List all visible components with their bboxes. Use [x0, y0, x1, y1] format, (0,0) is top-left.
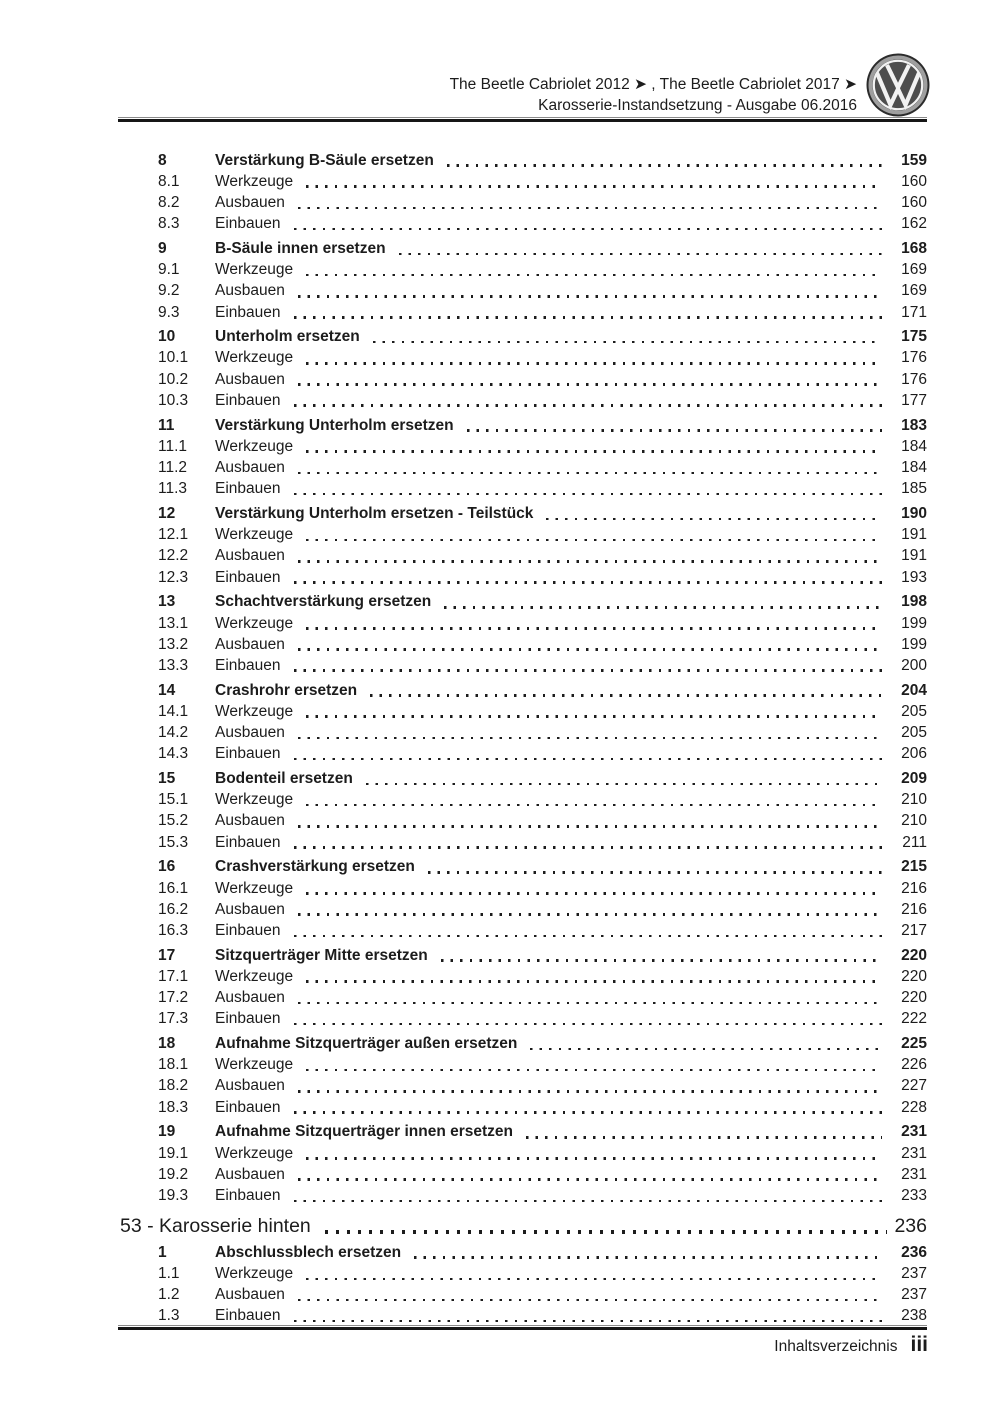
toc-entry-page: 199	[901, 635, 927, 653]
toc-entry-title: Ausbauen	[215, 370, 285, 388]
dot-leader	[306, 1069, 882, 1072]
dot-leader	[298, 1299, 882, 1302]
toc-entry-page: 210	[901, 812, 927, 830]
toc-entry-title: Werkzeuge	[215, 526, 294, 544]
toc-entry-page: 185	[901, 480, 927, 498]
header-rule	[118, 117, 927, 122]
toc-entry-page: 169	[901, 261, 927, 279]
dot-leader	[294, 581, 882, 584]
toc-entry-number: 8.3	[158, 215, 180, 233]
toc-entry-page: 209	[901, 770, 927, 787]
toc-entry-number: 11.3	[158, 480, 188, 498]
toc-entry-title: Unterholm ersetzen	[215, 328, 360, 346]
toc-entry-page: 191	[901, 547, 927, 565]
toc-entry-title: Werkzeuge	[215, 967, 294, 985]
dot-leader	[294, 316, 882, 319]
toc-entry-title: Aufnahme Sitzquerträger außen ersetzen	[215, 1035, 518, 1053]
toc-entry	[118, 524, 927, 545]
toc-entry	[118, 415, 927, 436]
toc-entry	[118, 1242, 927, 1263]
toc-entry	[118, 1121, 927, 1142]
toc-entry-title: Ausbauen	[215, 193, 285, 211]
toc-entry-page: 184	[901, 459, 927, 476]
toc-entry-title: Einbauen	[215, 1186, 281, 1204]
dot-leader	[306, 185, 882, 188]
dot-leader	[447, 164, 882, 167]
toc-entry-number: 11.2	[158, 459, 188, 476]
dot-leader	[306, 1157, 882, 1160]
toc-entry	[118, 280, 927, 301]
toc-entry-number: 18	[158, 1035, 176, 1053]
dot-leader	[298, 1090, 882, 1093]
toc-entry	[118, 680, 927, 701]
toc-entry-title: Sitzquerträger Mitte ersetzen	[215, 946, 428, 964]
toc-entry-title: Ausbauen	[215, 1077, 285, 1095]
toc-entry-title: Werkzeuge	[215, 261, 294, 279]
toc-entry-page: 168	[901, 239, 927, 257]
toc-entry-title: Werkzeuge	[215, 1056, 294, 1074]
toc-entry-page: 220	[901, 989, 927, 1007]
toc-entry-number: 1.3	[158, 1307, 180, 1325]
toc-entry-title: Werkzeuge	[215, 702, 294, 720]
dot-leader	[306, 1278, 882, 1281]
toc-entry-number: 14.3	[158, 745, 189, 763]
toc-entry-page: 193	[901, 568, 927, 586]
toc-entry-page: 200	[901, 656, 927, 674]
toc-entry-page: 171	[901, 303, 927, 321]
dot-leader	[298, 383, 882, 386]
toc-entry-number: 17.3	[158, 1010, 189, 1028]
dot-leader	[298, 913, 882, 916]
toc-entry	[118, 545, 927, 566]
toc-entry-page: 184	[901, 437, 927, 455]
toc-entry-title: Schachtverstärkung ersetzen	[215, 593, 432, 611]
toc-entry-number: 8	[158, 151, 167, 169]
toc-entry-title: Werkzeuge	[215, 437, 294, 455]
toc-entry-number: 1.1	[158, 1264, 180, 1282]
footer-rule	[118, 1325, 927, 1330]
toc-entry-title: B-Säule innen ersetzen	[215, 239, 386, 257]
toc-entry-title: Einbauen	[215, 833, 281, 851]
toc-entry-number: 10.1	[158, 349, 189, 367]
toc-entry-page: 216	[901, 879, 927, 897]
toc-entry-number: 14	[158, 681, 176, 699]
toc-entry-title: Ausbauen	[215, 547, 285, 565]
toc-entry-page: 225	[901, 1035, 927, 1053]
toc-entry	[118, 1054, 927, 1075]
toc-entry-page: 205	[901, 702, 927, 720]
toc-entry	[118, 150, 927, 171]
toc-entry-page: 205	[901, 724, 927, 742]
toc-entry	[118, 1284, 927, 1305]
toc-entry-title: Verstärkung Unterholm ersetzen - Teilstück	[215, 504, 534, 522]
toc-entry-number: 11.1	[158, 437, 188, 455]
toc-entry-title: Einbauen	[215, 1098, 281, 1116]
toc-entry	[118, 878, 927, 899]
toc-entry	[118, 436, 927, 457]
toc-entry-number: 13	[158, 593, 176, 611]
toc-entry-number: 8.1	[158, 172, 180, 190]
toc-entry-title: Aufnahme Sitzquerträger innen ersetzen	[215, 1123, 514, 1141]
toc-entry-page: 176	[901, 370, 927, 388]
toc-entry-page: 231	[901, 1123, 927, 1141]
page-footer	[774, 1333, 928, 1357]
toc-entry-title: Bodenteil ersetzen	[215, 770, 353, 787]
header-manual-line: Karosserie-Instandsetzung - Ausgabe 06.2016	[538, 97, 857, 114]
toc-entry-page: 237	[901, 1286, 927, 1304]
dot-leader	[441, 959, 882, 962]
toc-entry	[118, 655, 927, 676]
toc-entry-number: 18.1	[158, 1056, 189, 1074]
toc-entry-number: 19.3	[158, 1186, 189, 1204]
toc-entry	[118, 966, 927, 987]
toc-entry-page: 199	[901, 614, 927, 632]
toc-entry-number: 13.3	[158, 656, 189, 674]
toc-entry	[118, 1305, 927, 1326]
toc-entry-page: 220	[901, 967, 927, 985]
toc-entry	[118, 1143, 927, 1164]
toc-entry	[118, 302, 927, 323]
toc-entry-title: Crashverstärkung ersetzen	[215, 858, 415, 876]
toc-entry-page: 217	[901, 921, 927, 939]
toc-entry-page: 162	[901, 215, 927, 233]
toc-entry-title: Werkzeuge	[215, 879, 294, 897]
toc-entry-number: 8.2	[158, 193, 180, 211]
toc-entry-number: 15.1	[158, 791, 189, 809]
toc-entry-page: 191	[901, 526, 927, 544]
toc-entry	[118, 722, 927, 743]
toc-entry-number: 18.3	[158, 1098, 189, 1116]
dot-leader	[467, 429, 882, 432]
toc-entry-page: 160	[901, 193, 927, 211]
toc-entry-title: Einbauen	[215, 391, 281, 409]
dot-leader	[294, 228, 882, 231]
toc-entry-page: 231	[901, 1144, 927, 1162]
toc-entry-title: Werkzeuge	[215, 614, 294, 632]
toc-entry-number: 19	[158, 1123, 176, 1141]
toc-entry-number: 1.2	[158, 1286, 180, 1304]
dot-leader	[298, 560, 882, 563]
toc-entry	[118, 591, 927, 612]
toc-entry-number: 17	[158, 946, 176, 964]
dot-leader	[298, 1178, 882, 1181]
dot-leader	[298, 295, 882, 298]
toc-entry-number: 16.1	[158, 879, 189, 897]
toc-entry-page: 226	[901, 1056, 927, 1074]
toc-entry-page: 183	[901, 416, 927, 434]
toc-entry-page: 228	[901, 1098, 927, 1116]
toc-entry	[118, 743, 927, 764]
dot-leader	[444, 606, 882, 609]
dot-leader	[294, 669, 882, 672]
footer-page-number: iii	[910, 1333, 928, 1356]
toc-entry	[118, 1097, 927, 1118]
toc-entry	[118, 789, 927, 810]
dot-leader	[306, 980, 882, 983]
toc-entry	[118, 390, 927, 411]
dot-leader	[294, 404, 882, 407]
toc-entry	[118, 832, 927, 853]
toc-entry	[118, 987, 927, 1008]
toc-entry	[118, 1263, 927, 1284]
toc-entry-title: Einbauen	[215, 568, 281, 586]
toc-entry-number: 12.2	[158, 547, 189, 565]
dot-leader	[306, 804, 882, 807]
toc-entry-page: 238	[901, 1307, 927, 1325]
toc-entry	[118, 369, 927, 390]
toc-entry-number: 9.2	[158, 282, 180, 300]
toc-entry-number: 19.1	[158, 1144, 189, 1162]
header-model-line: The Beetle Cabriolet 2012 ➤ , The Beetle Cabriolet 2017 ➤	[449, 76, 857, 93]
dot-leader	[370, 694, 882, 697]
toc-entry-title: Ausbauen	[215, 459, 285, 476]
toc-entry	[118, 326, 927, 347]
footer-label: Inhaltsverzeichnis	[774, 1338, 898, 1355]
toc-entry	[118, 1185, 927, 1206]
toc-entry-number: 1	[158, 1243, 167, 1261]
toc-entry-title: Ausbauen	[215, 1286, 285, 1304]
dot-leader	[306, 274, 882, 277]
toc-list	[118, 146, 927, 1326]
toc-entry-title: Ausbauen	[215, 989, 285, 1007]
dot-leader	[294, 1320, 882, 1323]
toc-entry-page: 220	[901, 946, 927, 964]
toc-entry-title: Verstärkung Unterholm ersetzen	[215, 416, 454, 434]
dot-leader	[294, 493, 882, 496]
dot-leader	[530, 1048, 882, 1051]
toc-entry-number: 17.1	[158, 967, 189, 985]
toc-entry-page: 222	[901, 1010, 927, 1028]
toc-entry-title: Einbauen	[215, 303, 281, 321]
toc-entry	[118, 634, 927, 655]
toc-entry-page: 176	[901, 349, 927, 367]
toc-entry-number: 17.2	[158, 989, 189, 1007]
toc-entry-title: Einbauen	[215, 921, 281, 939]
toc-entry-number: 18.2	[158, 1077, 189, 1095]
toc-entry-number: 14.1	[158, 702, 189, 720]
toc-entry-page: 233	[901, 1186, 927, 1204]
dot-leader	[526, 1136, 882, 1139]
dot-leader	[428, 871, 882, 874]
dot-leader	[306, 362, 882, 365]
toc-entry	[118, 613, 927, 634]
toc-entry-title: Ausbauen	[215, 282, 285, 300]
dot-leader	[399, 253, 882, 256]
toc-entry-number: 12.1	[158, 526, 189, 544]
toc-entry-page: 227	[901, 1077, 927, 1095]
toc-entry	[118, 347, 927, 368]
toc-entry-page: 215	[901, 858, 927, 876]
toc-entry-number: 10.3	[158, 391, 189, 409]
toc-entry-title: Verstärkung B-Säule ersetzen	[215, 151, 434, 169]
toc-entry-page: 216	[901, 900, 927, 918]
toc-entry	[118, 701, 927, 722]
toc-entry-title: Einbauen	[215, 1010, 281, 1028]
toc-entry-title: Einbauen	[215, 745, 281, 763]
dot-leader	[294, 1023, 882, 1026]
toc-entry	[118, 920, 927, 941]
toc-entry-title: Werkzeuge	[215, 172, 294, 190]
toc-entry	[118, 856, 927, 877]
toc-entry-title: Crashrohr ersetzen	[215, 681, 358, 699]
toc-entry-page: 177	[901, 391, 927, 409]
dot-leader	[366, 783, 882, 786]
toc-entry-page: 159	[901, 151, 927, 169]
toc-entry-title: Ausbauen	[215, 1165, 285, 1183]
toc-entry-title: Einbauen	[215, 480, 281, 498]
toc-entry-title: Werkzeuge	[215, 1144, 294, 1162]
toc-entry	[118, 567, 927, 588]
toc-entry-page: 160	[901, 172, 927, 190]
toc-entry-number: 14.2	[158, 724, 189, 742]
toc-entry-page: 237	[901, 1264, 927, 1282]
toc-entry-number: 9.1	[158, 261, 180, 279]
dot-leader	[373, 341, 882, 344]
toc-entry-number: 9.3	[158, 303, 180, 321]
dot-leader	[294, 935, 882, 938]
dot-leader	[306, 627, 882, 630]
toc-entry-page: 190	[901, 504, 927, 522]
toc-entry-title: Ausbauen	[215, 635, 285, 653]
toc-entry-title: Ausbauen	[215, 812, 285, 830]
toc-entry	[118, 238, 927, 259]
dot-leader	[306, 450, 882, 453]
dot-leader	[298, 648, 882, 651]
toc-entry-number: 11	[158, 416, 175, 434]
toc-entry	[118, 192, 927, 213]
toc-entry	[118, 1075, 927, 1096]
toc-entry-title: Einbauen	[215, 215, 281, 233]
toc-entry-title: Abschlussblech ersetzen	[215, 1243, 402, 1261]
dot-leader	[306, 539, 882, 542]
dot-leader	[325, 1230, 887, 1233]
dot-leader	[306, 715, 882, 718]
toc-entry-number: 13.1	[158, 614, 189, 632]
toc-entry-title: Einbauen	[215, 1307, 281, 1325]
toc-entry-page: 211	[902, 833, 927, 851]
dot-leader	[294, 1200, 882, 1203]
toc-entry	[118, 1164, 927, 1185]
toc-entry	[118, 899, 927, 920]
toc-entry-title: Werkzeuge	[215, 349, 294, 367]
toc-entry-number: 9	[158, 239, 167, 257]
dot-leader	[294, 1111, 882, 1114]
toc-entry-page: 198	[901, 593, 927, 611]
toc-entry	[118, 171, 927, 192]
toc-entry-title: Einbauen	[215, 656, 281, 674]
toc-entry-number: 15.3	[158, 833, 189, 851]
toc-entry-number: 15.2	[158, 812, 189, 830]
dot-leader	[294, 846, 882, 849]
toc-entry-number: 13.2	[158, 635, 189, 653]
toc-entry-title: Werkzeuge	[215, 1264, 294, 1282]
toc-entry-title: Ausbauen	[215, 724, 285, 742]
toc-entry-number: 12	[158, 504, 176, 522]
page-header	[450, 74, 857, 116]
dot-leader	[306, 892, 882, 895]
toc-entry-number: 19.2	[158, 1165, 189, 1183]
toc-entry-number: 10	[158, 328, 176, 346]
dot-leader	[546, 518, 882, 521]
toc-entry-page: 206	[901, 745, 927, 763]
toc-entry-page: 204	[901, 681, 927, 699]
toc-entry-page: 231	[901, 1165, 927, 1183]
toc-entry-title: Ausbauen	[215, 900, 285, 918]
dot-leader	[414, 1256, 882, 1259]
toc-entry	[118, 478, 927, 499]
toc-entry-number: 16.3	[158, 921, 189, 939]
toc-entry-page: 236	[901, 1243, 927, 1261]
toc-entry-number: 16	[158, 858, 176, 876]
dot-leader	[298, 207, 882, 210]
vw-logo-icon	[866, 53, 930, 117]
toc-entry	[118, 503, 927, 524]
dot-leader	[294, 758, 882, 761]
toc-entry-title: Werkzeuge	[215, 791, 294, 809]
toc-entry	[118, 1214, 927, 1238]
toc-entry-number: 15	[158, 770, 176, 787]
dot-leader	[298, 737, 882, 740]
toc-entry-title: 53 - Karosserie hinten	[120, 1215, 311, 1238]
toc-entry-number: 12.3	[158, 568, 189, 586]
toc-entry-number: 16.2	[158, 900, 189, 918]
dot-leader	[298, 825, 882, 828]
toc-entry	[118, 213, 927, 234]
toc-entry	[118, 945, 927, 966]
toc-entry-page: 175	[901, 328, 927, 346]
dot-leader	[298, 472, 882, 475]
toc-entry-page: 169	[901, 282, 927, 300]
toc-entry	[118, 259, 927, 280]
toc-entry	[118, 810, 927, 831]
toc-entry	[118, 768, 927, 789]
toc-entry-page: 236	[894, 1215, 927, 1238]
toc-entry	[118, 1033, 927, 1054]
toc-entry	[118, 1008, 927, 1029]
toc-entry-number: 10.2	[158, 370, 189, 388]
toc-entry	[118, 457, 927, 478]
dot-leader	[298, 1002, 882, 1005]
toc-entry-page: 210	[901, 791, 927, 809]
